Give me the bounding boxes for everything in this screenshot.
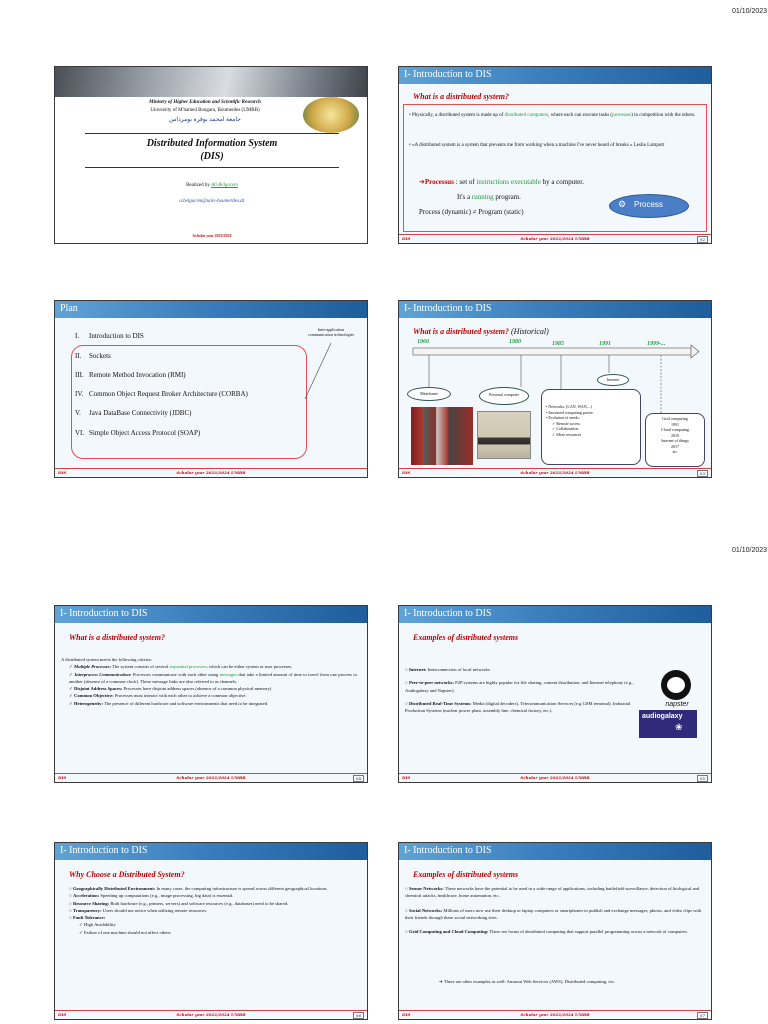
slide-title[interactable] — [54, 66, 368, 244]
footer-left: DIS — [58, 775, 67, 780]
slide-intro-1[interactable] — [398, 66, 712, 244]
banner-image — [55, 67, 367, 97]
grid-item: Cloud computing — [661, 427, 689, 432]
criteria-term: Heterogeneity: — [74, 700, 103, 706]
plan-num: I. — [75, 332, 80, 340]
sub-item: ✓ High Availability — [79, 922, 116, 928]
running-line — [457, 193, 521, 201]
arrow-icon: ➔ — [439, 979, 444, 984]
footer-left: DIS — [58, 470, 67, 475]
criteria-text: The presence of different hardware and software environments that need to be integrated. — [103, 700, 269, 706]
scholar-year: Scholar year 2023/2024 — [192, 233, 232, 238]
divider — [85, 133, 339, 134]
slide-subtitle: Examples of distributed systems — [413, 870, 519, 879]
example-item: ○ Distributed Real-Time Systems: Media (digital decoders), Telecommunication Services (e.g GSM terminal), Industrial Production Systems (nuclear power plant, assembly line, chemical factory, etc.). — [405, 700, 631, 714]
slide-header-title: Plan — [60, 303, 78, 314]
grid-item: Grid computing — [662, 416, 688, 421]
timeline-arrowhead — [691, 345, 699, 358]
reason-term: Geographically Distributed Environment: — [72, 886, 156, 891]
criteria-text: that take a limited amount of time to travel from one process to another (absence of a common clock). These message links are also referred to as channels. — [69, 671, 357, 684]
network-text: Increased computing power. — [548, 409, 594, 415]
network-item: • Evolution of needs: — [546, 415, 580, 420]
example-text: Interconnection of local networks. — [426, 667, 491, 672]
gear-icon: ⚙ — [618, 200, 627, 210]
footer-center: Scholar year 2023/2024 UMBB — [520, 1012, 590, 1017]
plan-text: Common Object Request Broker Architecture (CORBA) — [89, 390, 248, 398]
grid-item: 1991 — [671, 421, 679, 427]
text: It's a — [457, 193, 471, 201]
bullet-text: Physically, a distributed system is made up of — [412, 113, 504, 118]
slide-footer — [55, 1010, 367, 1019]
realized-prefix: Realized by — [186, 183, 210, 188]
page-number: 02 — [697, 236, 708, 243]
sub-text: Failure of one machine should not affect others — [84, 929, 171, 935]
text: by a computer. — [542, 178, 584, 186]
ministry: Ministry of Higher Education and Scientific Research — [149, 100, 261, 105]
grid-box — [645, 413, 705, 467]
pc-image — [477, 411, 531, 459]
slide-header — [399, 67, 711, 84]
reason-item: ○ Fault Tolerance: — [69, 915, 106, 921]
example-term: Peer-to-peer networks: — [408, 680, 454, 686]
slide-footer — [399, 234, 711, 243]
author-name[interactable]: Ali Belgacem — [211, 183, 238, 188]
example-item: ○ Sensor Networks: These networks have the potential to be used in a wide range of applications, including battlefield surveillance, detection of biological and chemical attacks, healthcare, home automation, etc. — [405, 886, 700, 899]
highlight-term: instructions executable — [476, 178, 541, 186]
plan-num: IV. — [75, 390, 84, 398]
plan-text: Sockets — [89, 352, 111, 360]
example-item: ○ Grid Computing and Cloud Computing: These are forms of distributed computing that support parallel programming across a network of computers. — [405, 929, 689, 935]
callout-line — [55, 301, 368, 478]
text: program. — [495, 193, 521, 201]
reason-item: ○ Acceleration: Speeding up computations (e.g., image processing, big data) is essential. — [69, 893, 234, 899]
author-line — [55, 183, 368, 188]
grid-item: 2010 — [671, 432, 679, 438]
author-email[interactable]: a.belgacem@univ-boumerdes.dz — [179, 199, 245, 204]
process-label: Process — [634, 200, 663, 209]
reason-term: Acceleration: — [72, 893, 100, 899]
audiogalaxy-wordmark: audiogalaxy — [642, 713, 683, 720]
page-number: 05 — [697, 775, 708, 782]
sub-item: ✓ Failure of one machine should not affect others — [79, 929, 171, 935]
year-label: 1960 — [417, 339, 429, 345]
example-text: These are forms of distributed computing that support parallel programming across a network of computers. — [488, 929, 689, 935]
footer-center: Scholar year 2023/2024 UMBB — [520, 470, 590, 475]
plan-text: Simple Object Access Protocol (SOAP) — [89, 429, 201, 437]
slide-subtitle: Why Choose a Distributed System? — [69, 870, 185, 879]
criteria-block — [61, 656, 357, 707]
criteria-text: Processes have disjoint address spaces (absence of a common physical memory) — [122, 686, 272, 692]
network-item: • Networks: (LAN, WAN,...) — [546, 404, 592, 409]
need-text: Remote access — [556, 420, 581, 426]
network-text: Networks: (LAN, WAN,...) — [548, 404, 592, 409]
process-ellipse — [609, 194, 689, 218]
networks-list — [546, 404, 594, 437]
example-item: ○ Social Networks: Millions of users now use their desktop or laptop computers or smartphones to publish and exchange messages, photos, and video clips with their friends through these social networking sites. — [405, 907, 702, 920]
bullet-text: «A distributed system is a system that prevents me from working when a machine I've never heard of breaks » Leslie Lamport — [412, 143, 665, 148]
examples-list — [405, 666, 639, 714]
slide-header-title: I- Introduction to DIS — [404, 69, 492, 80]
slide-footer — [55, 468, 367, 477]
reason-text: Users should not notice when utilizing remote resources. — [101, 907, 208, 913]
reason-item: ○ Geographically Distributed Environment: In many cases, the computing infrastructure is spread across different geographical locations. — [69, 886, 328, 891]
footer-center: Scholar year 2023/2024 UMBB — [176, 1012, 246, 1017]
examples-list — [405, 885, 703, 935]
criteria-term: Common Objective: — [74, 693, 114, 699]
timeline-arrow — [413, 348, 691, 355]
subtitle-extra: (Historical) — [511, 327, 549, 336]
slide-header-title: I- Introduction to DIS — [404, 303, 492, 314]
criteria-item — [61, 700, 357, 707]
doc-title-abbr: (DIS) — [200, 151, 224, 162]
mainframe-image — [411, 407, 473, 465]
year-label: 1980 — [509, 339, 521, 345]
personal-label: Personal computer — [479, 387, 529, 405]
footer-center: Scholar year 2023/2024 UMBB — [176, 775, 246, 780]
need-item: ✓ Collaboration — [552, 426, 579, 431]
example-text: Millions of users now use their desktop or laptop computers or smartphones to publish and exchange messages, photos, and video clips with their friends through these social networking sites. — [405, 907, 702, 920]
slide-header-title: I- Introduction to DIS — [60, 845, 148, 856]
check-icon: ✓ — [69, 693, 74, 699]
napster-logo — [661, 670, 691, 700]
plan-text: Remote Method Invocation (RMI) — [89, 371, 186, 379]
check-icon: ✓ — [69, 686, 74, 692]
divider — [85, 167, 339, 168]
example-term: Social Networks: — [408, 907, 443, 913]
reasons-list — [69, 885, 357, 936]
processus-term: Processus — [424, 178, 454, 186]
subtitle-text: What is a distributed system? — [413, 327, 510, 336]
need-item: ✓ Remote access — [552, 420, 581, 426]
year-label: 1999-... — [647, 341, 666, 347]
criteria-term: Disjoint Address Spaces: — [74, 686, 123, 692]
sub-text: High Availability — [84, 922, 116, 928]
processus-line — [419, 178, 584, 186]
plan-num: VI. — [75, 429, 85, 437]
reason-term: Transparency: — [72, 907, 102, 913]
highlight-term: processes — [612, 113, 632, 118]
reason-item: ○ Transparency: Users should not notice when utilizing remote resources. — [69, 907, 208, 913]
page-date: 01/10/2023 — [732, 8, 768, 15]
criteria-item — [61, 663, 357, 670]
doc-title: Distributed Information System — [146, 138, 278, 149]
slide-why[interactable] — [54, 842, 368, 1020]
check-icon: ✓ — [69, 700, 74, 706]
slide-footer — [55, 773, 367, 782]
check-icon: ✓ — [69, 664, 74, 670]
criteria-text: Processes must interact with each other to achieve a common objective. — [113, 693, 247, 699]
bullet-text: ) in competition with the others. — [631, 113, 696, 118]
arrow-icon: ➔ — [419, 178, 425, 186]
plan-num: V. — [75, 409, 81, 417]
arabic-name: جامعة امحمد بوقرة بومرداس — [169, 117, 241, 123]
napster-face — [667, 677, 685, 693]
reason-text: Both hardware (e.g., printers, servers) and software resources (e.g., databases) need to be shared. — [109, 900, 289, 906]
slide-subtitle: What is a distributed system? — [413, 92, 510, 101]
example-text: Media (digital decoders), Telecommunication Services (e.g GSM terminal), Industrial Production Systems (nuclear power plant, assembly line, chemical factory, etc.). — [405, 700, 631, 714]
year-label: 1985 — [552, 341, 564, 347]
slide-subtitle: Examples of distributed systems — [413, 633, 519, 642]
footer-center: Scholar year 2023/2024 UMBB — [176, 470, 246, 475]
footer-left: DIS — [402, 236, 411, 241]
example-item: ○ Peer-to-peer networks: P2P systems are highly popular for file sharing, content distribution, and Internet telephony (e.g., Audiogalaxy and Napster). — [405, 680, 634, 693]
criteria-text: The system consists of several — [111, 664, 170, 670]
highlight-term: messages — [219, 671, 237, 677]
networks-box — [541, 389, 641, 465]
criteria-item — [61, 671, 357, 686]
reason-item: ○ Resource Sharing: Both hardware (e.g., printers, servers) and software resources (e.g., databases) need to be shared. — [69, 900, 289, 906]
slide-plan[interactable] — [54, 300, 368, 478]
criteria-intro: A distributed system meets the following criteria: — [61, 657, 152, 662]
internet-label: Internet — [597, 374, 629, 386]
footer-left: DIS — [402, 470, 411, 475]
example-item: ○ Internet: Interconnection of local networks. — [405, 667, 491, 672]
criteria-text: Processes communicate with each other using — [131, 671, 220, 677]
other-examples-note — [439, 979, 709, 985]
page-number: 07 — [697, 1012, 708, 1019]
need-text: More resources — [556, 431, 582, 437]
slide-footer — [399, 1010, 711, 1019]
footer-center: Scholar year 2023/2024 UMBB — [520, 775, 590, 780]
grid-item: Internet of things — [661, 438, 689, 443]
slide-subtitle: What is a distributed system? — [69, 633, 166, 642]
bullet-physical: • Physically, a distributed system is made up of distributed computers, where each can execute tasks (processes) in competition with the others. — [409, 113, 696, 118]
slide-examples-2[interactable] — [398, 842, 712, 1020]
slide-header-title: I- Introduction to DIS — [404, 845, 492, 856]
highlight-term: sequential processes — [169, 664, 207, 670]
example-term: Sensor Networks: — [408, 886, 444, 891]
bullet-lamport: • «A distributed system is a system that prevents me from working when a machine I've never heard of breaks » Leslie Lamport — [409, 143, 665, 148]
slide-footer — [399, 773, 711, 782]
network-text: Evolution of needs: — [548, 415, 580, 420]
callout-text: Inter-application communication technologies — [307, 327, 355, 337]
footer-center: Scholar year 2023/2024 UMBB — [520, 236, 590, 241]
slide-intro-criteria[interactable] — [54, 605, 368, 783]
slide-header — [399, 843, 711, 860]
bullet-text: , where each can execute tasks ( — [548, 113, 613, 118]
example-term: Grid Computing and Cloud Computing: — [408, 929, 489, 935]
university: University of M'hamed Bougara, Boumerdes (UMBB) — [150, 108, 260, 113]
plan-text: Introduction to DIS — [89, 332, 144, 340]
slide-header — [55, 843, 367, 860]
audiogalaxy-logo — [639, 710, 697, 738]
note-text: There are other examples as well: Amazon Web Services (AWS), Distributed computing, etc. — [443, 979, 615, 984]
slide-header — [55, 606, 367, 623]
example-text: These networks have the potential to be used in a wide range of applications, including battlefield surveillance, detection of biological and chemical attacks, healthcare, home automation, etc. — [405, 886, 700, 899]
criteria-item — [61, 685, 357, 692]
page-number: 06 — [353, 1012, 364, 1019]
year-label: 1991 — [599, 341, 611, 347]
plan-num: III. — [75, 371, 84, 379]
slide-header-title: I- Introduction to DIS — [404, 608, 492, 619]
grid-item: etc — [672, 449, 678, 454]
reason-text: In many cases, the computing infrastructure is spread across different geographical locations. — [155, 886, 328, 891]
criteria-term: Interprocess Communication: — [74, 671, 132, 677]
reason-term: Resource Sharing: — [72, 900, 110, 906]
need-item: ✓ More resources — [552, 431, 582, 437]
highlight-term: distributed computers — [504, 113, 549, 118]
mainframe-label: Mainframe — [407, 387, 451, 401]
check-icon: ✓ — [69, 671, 75, 677]
criteria-item — [61, 692, 357, 699]
page-number: 04 — [353, 775, 364, 782]
reason-term: Fault Tolerance: — [72, 915, 106, 921]
network-item: • Increased computing power. — [546, 409, 594, 415]
slide-header — [399, 606, 711, 623]
grid-item: 2017 — [671, 443, 679, 449]
audiogalaxy-icon: ❀ — [675, 723, 683, 733]
slide-header-title: I- Introduction to DIS — [60, 608, 148, 619]
example-term: Distributed Real-Time Systems: — [408, 700, 472, 706]
slide-historical[interactable] — [398, 300, 712, 478]
process-vs-program: Process (dynamic) ≠ Program (static) — [419, 208, 524, 216]
reason-text: Speeding up computations (e.g., image processing, big data) is essential. — [99, 893, 234, 899]
page-number: 03 — [697, 470, 708, 477]
plan-num: II. — [75, 352, 82, 360]
example-term: Internet: — [408, 667, 427, 672]
criteria-text: , which can be either system or user processes. — [206, 664, 293, 670]
slide-examples-1[interactable] — [398, 605, 712, 783]
slide-footer — [399, 468, 711, 477]
text: : set of — [455, 178, 475, 186]
criteria-term: Multiple Processes: — [74, 664, 112, 670]
footer-left: DIS — [402, 1012, 411, 1017]
footer-left: DIS — [402, 775, 411, 780]
page-date: 01/10/2023 — [732, 547, 768, 554]
example-text: P2P systems are highly popular for file sharing, content distribution, and Internet telephony (e.g., Audiogalaxy and Napster). — [405, 680, 634, 693]
highlight-term: running — [471, 193, 494, 201]
footer-left: DIS — [58, 1012, 67, 1017]
need-text: Collaboration — [556, 426, 579, 431]
grid-list — [646, 416, 704, 455]
plan-text: Java DataBase Connectivity (JDBC) — [89, 409, 192, 417]
napster-wordmark: napster — [665, 701, 689, 708]
